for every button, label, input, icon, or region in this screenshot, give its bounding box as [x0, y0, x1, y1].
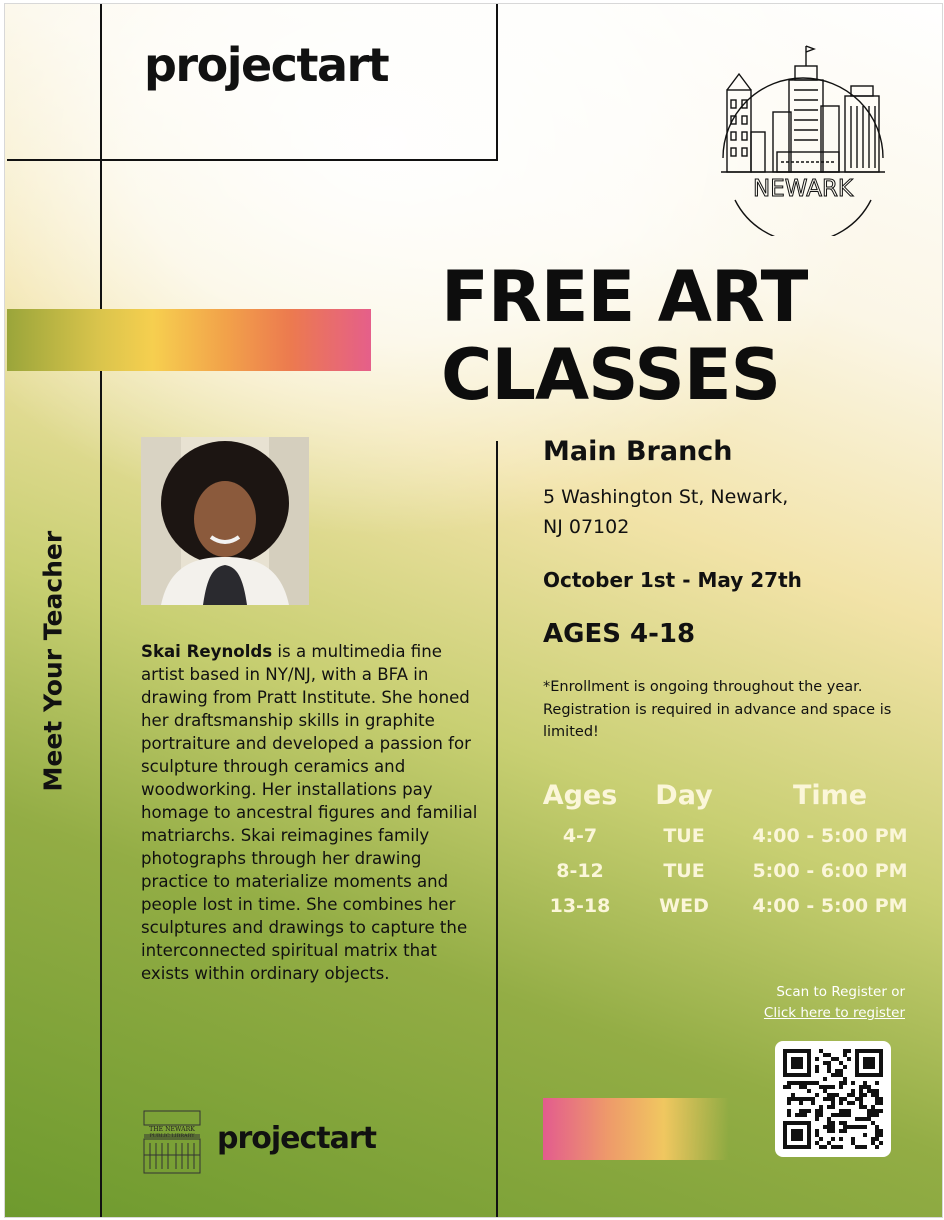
schedule-header-time: Time [792, 779, 868, 811]
schedule-time-cell: 4:00 - 5:00 PM [752, 894, 908, 917]
schedule-row [531, 888, 921, 923]
newark-public-library-logo [141, 1109, 203, 1175]
schedule-row [531, 853, 921, 888]
flyer-page [4, 3, 943, 1218]
schedule-header-day: Day [655, 779, 713, 811]
projectart-logo-bottom: projectart [217, 1121, 377, 1156]
teacher-photo [141, 437, 309, 605]
schedule-table [531, 772, 921, 923]
page-title [441, 258, 941, 414]
schedule-ages-cell: 8-12 [556, 859, 604, 882]
divider-vertical-center-lower [496, 441, 498, 1217]
projectart-logo-top: projectart [144, 38, 389, 92]
gradient-bar-top [7, 309, 371, 371]
divider-vertical-center [496, 4, 498, 161]
address-line-2: NJ 07102 [543, 516, 630, 538]
schedule-day-cell: TUE [663, 859, 705, 882]
library-name-line1: THE NEWARK [149, 1126, 195, 1133]
divider-vertical-left [100, 4, 102, 1217]
teacher-bio-text: is a multimedia fine artist based in NY/NJ, with a BFA in drawing from Pratt Institute. She honed her draftsmanship skills in graphite portraiture and developed a passion for sculpture through ceramics and woodworking. Her installations pay homage to ancestral figures and familial matriarchs. Skai reimagines family photographs through her drawing practice to materialize moments and people lost in time. She combines her sculptures and drawings to capture the interconnected spiritual matrix that exists within ordinary objects. [141, 642, 478, 983]
register-info [735, 982, 905, 1024]
enrollment-note: *Enrollment is ongoing throughout the year. Registration is required in advance and space is limited! [543, 679, 892, 740]
meet-your-teacher-label: Meet Your Teacher [38, 530, 68, 792]
gradient-bar-bottom [543, 1098, 729, 1160]
qr-code-icon[interactable] [775, 1041, 891, 1157]
library-name-line2: PUBLIC LIBRARY [149, 1133, 195, 1139]
title-line-2: CLASSES [441, 334, 781, 416]
ages-range: AGES 4-18 [543, 619, 696, 649]
schedule-ages-cell: 13-18 [549, 894, 611, 917]
schedule-ages-cell: 4-7 [562, 824, 598, 847]
schedule-header-ages: Ages [542, 779, 618, 811]
schedule-day-cell: TUE [663, 824, 705, 847]
schedule-day-cell: WED [659, 894, 709, 917]
teacher-bio [141, 640, 481, 985]
divider-horizontal-top [7, 159, 498, 161]
newark-skyline-icon [717, 40, 889, 236]
newark-badge-text: NEWARK [752, 176, 854, 202]
branch-address [543, 482, 863, 542]
class-dates: October 1st - May 27th [543, 568, 802, 592]
title-line-1: FREE ART [441, 256, 808, 338]
branch-name: Main Branch [543, 436, 733, 467]
teacher-name: Skai Reynolds [141, 642, 273, 661]
scan-to-register-text: Scan to Register or [776, 984, 905, 1000]
register-link[interactable]: Click here to register [763, 1005, 905, 1021]
schedule-time-cell: 5:00 - 6:00 PM [752, 859, 908, 882]
schedule-header-row [531, 772, 921, 818]
schedule-time-cell: 4:00 - 5:00 PM [752, 824, 908, 847]
schedule-row [531, 818, 921, 853]
address-line-1: 5 Washington St, Newark, [543, 486, 789, 508]
